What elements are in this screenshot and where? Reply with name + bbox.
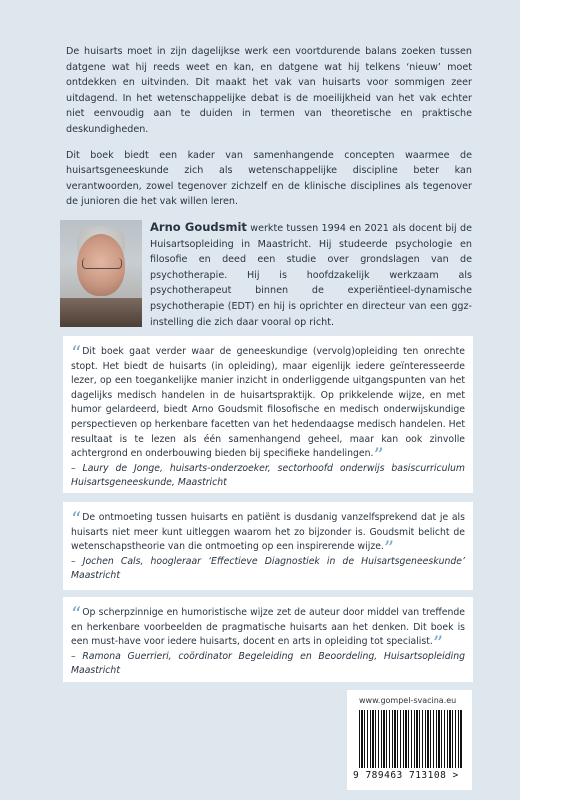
quote-text: Dit boek gaat verder waar de geneeskundige (vervolg)opleiding ten onrechte stopt. Het biedt de huisarts (in opleiding), maar eigenlijk iedere geïnteresseerde lezer, op een toegankelijke manier inzicht in onderliggende uitgangspunten van het dagelijks medisch handelen in de huisartspraktijk. Op prikkelende wijze, en met humor gelardeerd, biedt Arno Goudsmit filosofische en medisch onderwijskundige perspectieven op herkenbare facetten van het hedendaagse medisch handelen. Het resultaat is te lezen als één samenhangend geheel, maar kan ook zinvolle achtergrond en onderbouwing bieden bij specifieke handelingen. [71,346,465,460]
quote-attribution-name: – Ramona Guerrieri, [71,650,172,662]
intro-paragraph-1: De huisarts moet in zijn dagelijkse werk een voortdurende balans zoeken tussen datgene wat hij reeds weet en kan, en datgene wat hij telkens ‘nieuw’ moet ontdekken en uitvinden. Dit maakt het vak van huisarts voor sommigen zeer uitdagend. In het wetenschappelijke debat is de moeilijkheid van het vak echter niet eenvoudig aan te duiden in termen van theoretische en praktische deskundigheden. [66,46,472,135]
page-edge [520,0,567,800]
quote-close-icon: ” [432,631,444,656]
quote-text: De ontmoeting tussen huisarts en patiënt is dusdanig vanzelfsprekend dat je als huisarts niet meer kunt uitleggen waarom het zo bijzonder is. Goudsmit belicht de wetenschapstheorie van die ontmoeting op een inspirerende wijze. [71,512,465,553]
barcode-panel [347,690,472,790]
quote-attribution-name: – Jochen Cals, [71,555,144,567]
isbn-number: 9 789463 713108 > [353,770,459,781]
quote-open-icon: “ [71,341,82,365]
quote-open-icon: “ [71,602,82,626]
intro-paragraph-2: Dit boek biedt een kader van samenhangende concepten waarmee de huisartsgeneeskunde zich als wetenschappelijke discipline beter kan verantwoorden, zowel tegenover zichzelf en de klinische disciplines als tegenover de junioren die het vak willen leren. [66,149,472,208]
publisher-url: www.gompel-svacina.eu [359,696,457,705]
review-quote-3 [63,597,473,682]
quote-attribution-name: – Laury de Jonge, [71,462,163,474]
quote-text: Op scherpzinnige en humoristische wijze zet de auteur door middel van treffende en herkenbare voorbeelden de pragmatische huisarts aan het denken. Dit boek is een must-have voor iedere huisarts, docent en arts in opleiding tot specialist. [71,607,465,648]
author-section [60,220,472,330]
quote-attribution-role: hoogleraar ‘Effectieve Diagnostiek in de Huisartsgeneeskunde’ Maastricht [71,555,465,582]
quote-attribution-role: huisarts-onderzoeker, sectorhoofd onderwijs basiscurriculum Huisartsgeneeskunde, Maastricht [71,462,465,489]
quote-close-icon: ” [373,443,384,468]
author-photo [60,220,142,327]
quote-attribution [71,556,465,582]
author-bio [150,220,472,330]
quote-attribution [71,463,465,489]
author-name: Arno Goudsmit [150,220,247,234]
quote-attribution [71,651,465,677]
author-bio-text: werkte tussen 1994 en 2021 als docent bij de Huisartsopleiding in Maastricht. Hij studeerde psychologie en filosofie en deed een studie over grondslagen van de psychotherapie. Hij is hoofdzakelijk werkzaam als psychotherapeut binnen de experiëntieel-dynamische psychotherapie (EDT) en hij is oprichter en directeur van een ggz-instelling die zich daar vooral op richt. [150,223,472,328]
quote-attribution-role: coördinator Begeleiding en Beoordeling, Huisartsopleiding Maastricht [71,650,465,677]
quote-open-icon: “ [71,507,82,531]
barcode-icon [359,710,463,768]
intro-text [66,44,472,220]
review-quote-2 [63,502,473,590]
quote-close-icon: ” [383,536,395,561]
review-quote-1 [63,336,473,493]
